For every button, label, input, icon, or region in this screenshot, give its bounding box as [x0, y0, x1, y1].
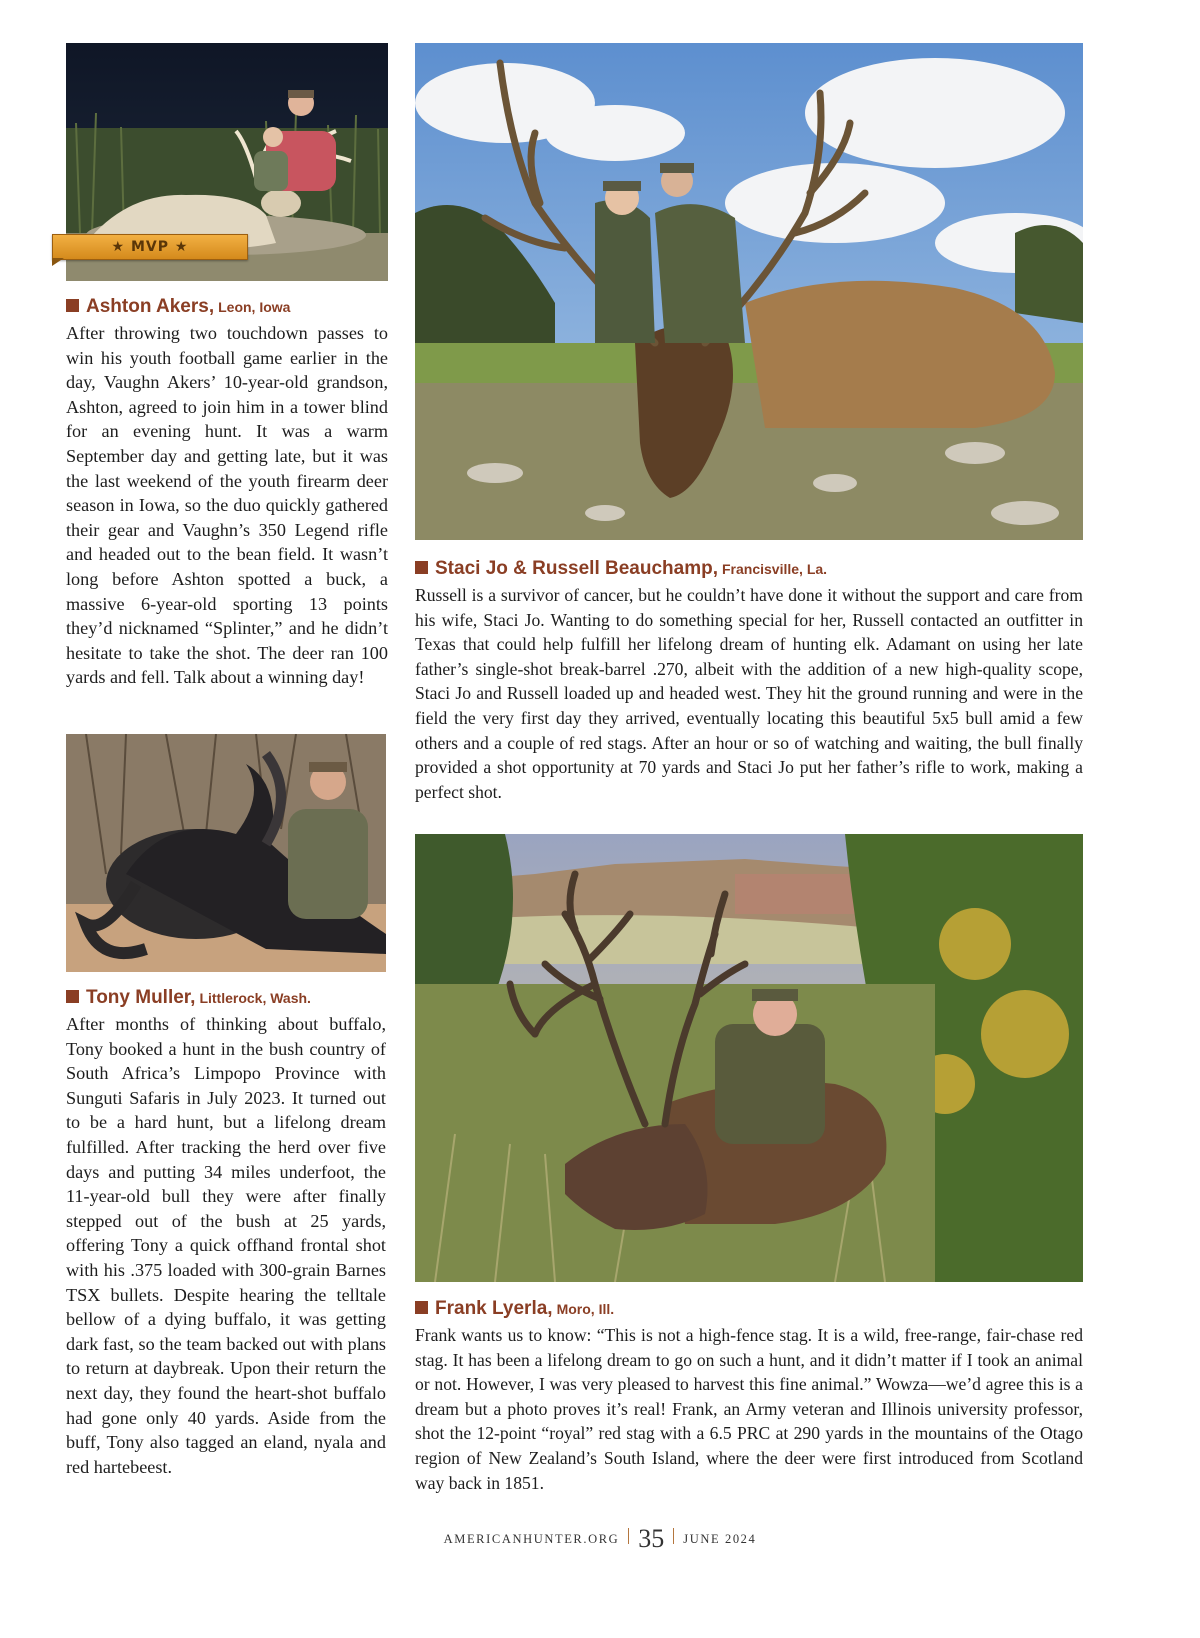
- caption-body: After months of thinking about buffalo, Tony booked a hunt in the bush country of South Africa’s Limpopo Province with Sunguti Safaris in July 2023. It turned out to be a hard hunt, but a lifelong dream fulfilled. After tracking the herd over five days and putting 34 miles underfoot, the 11-year-old bull they were after finally stepped out of the bush at 25 yards, offering Tony a quick offhand frontal shot with his .375 loaded with 300-grain Barnes TSX bullets. Despite hearing the telltale bellow of a dying buffalo, it was getting dark fast, so the team backed out with plans to return at daybreak. Upon their return the next day, they found the heart-shot buffalo had gone only 40 yards. Aside from the buff, Tony also tagged an eland, nyala and red hartebeest.: [66, 1014, 386, 1477]
- mvp-badge: [52, 234, 248, 260]
- bullet-square-icon: [66, 990, 79, 1003]
- page-number: 35: [638, 1524, 665, 1553]
- mvp-badge-label: MVP: [130, 239, 170, 255]
- caption-heading: [66, 985, 386, 1012]
- footer-divider: [673, 1528, 674, 1544]
- star-icon: ★: [174, 239, 189, 255]
- bullet-square-icon: [415, 561, 428, 574]
- hunter-name: Tony Muller,: [86, 987, 196, 1008]
- photo-beauchamp-elk: [415, 43, 1083, 540]
- caption-heading: [415, 1296, 1083, 1323]
- caption-heading: [66, 294, 388, 321]
- caption-beauchamp: [415, 556, 1083, 804]
- caption-body: Russell is a survivor of cancer, but he couldn’t have done it without the support and care from his wife, Staci Jo. Wanting to do something special for her, Russell contacted an outfitter in Texas that could help fulfill her lifelong dream of hunting elk. Adamant on using her late father’s single-shot break-barrel .270, albeit with the addition of a new high-quality scope, Staci Jo and Russell loaded up and headed west. They hit the ground running and were in the field the very first day they arrived, eventually locating this beautiful 5x5 bull amid a few others and a couple of red stags. After an hour or so of watching and waiting, the bull finally provided a shot opportunity at 70 yards and Staci Jo put her father’s rifle to work, making a perfect shot.: [415, 585, 1083, 802]
- footer-site: AMERICANHUNTER.ORG: [443, 1532, 620, 1546]
- photo-frank-lyerla-stag-art: [415, 834, 1083, 1282]
- caption-heading: [415, 556, 1083, 583]
- footer-issue: JUNE 2024: [683, 1532, 757, 1546]
- caption-body: Frank wants us to know: “This is not a high-fence stag. It is a wild, free-range, fair-chase red stag. It has been a lifelong dream to go on such a hunt, and it didn’t matter if I took an animal or not. However, I was very pleased to harvest this fine animal.” Wowza—we’d agree this is a dream but a photo proves it’s real! Frank, an Army veteran and Illinois university professor, shot the 12-point “royal” red stag with a 6.5 PRC at 290 yards in the mountains of the Otago region of New Zealand’s South Island, where the deer were first introduced from Scotland way back in 1851.: [415, 1325, 1083, 1493]
- caption-tony-muller: [66, 985, 386, 1479]
- hunter-name: Staci Jo & Russell Beauchamp,: [435, 558, 718, 579]
- mvp-badge-tab: [52, 258, 64, 266]
- hunter-location: Moro, Ill.: [556, 1301, 615, 1317]
- caption-body: After throwing two touchdown passes to win his youth football game earlier in the day, Vaughn Akers’ 10-year-old grandson, Ashton, agreed to join him in a tower blind for an evening hunt. It was a warm September day and getting late, but it was the last weekend of the youth firearm deer season in Iowa, so the duo quickly gathered their gear and Vaughn’s 350 Legend rifle and headed out to the bean field. It wasn’t long before Ashton spotted a buck, a massive 6-year-old sporting 13 points they’d nicknamed “Splinter,” and he didn’t hesitate to take the shot. The deer ran 100 yards and fell. Talk about a winning day!: [66, 323, 388, 688]
- hunter-location: Leon, Iowa: [218, 299, 291, 315]
- photo-tony-muller-buffalo-art: [66, 734, 386, 972]
- photo-beauchamp-elk-art: [415, 43, 1083, 540]
- hunter-location: Littlerock, Wash.: [199, 990, 311, 1006]
- footer-divider: [628, 1528, 629, 1544]
- hunter-name: Ashton Akers,: [86, 296, 215, 317]
- bullet-square-icon: [66, 299, 79, 312]
- hunter-location: Francisville, La.: [722, 561, 828, 577]
- photo-tony-muller-buffalo: [66, 734, 386, 972]
- caption-frank-lyerla: [415, 1296, 1083, 1495]
- bullet-square-icon: [415, 1301, 428, 1314]
- photo-frank-lyerla-stag: [415, 834, 1083, 1282]
- hunter-name: Frank Lyerla,: [435, 1298, 553, 1319]
- caption-ashton-akers: [66, 294, 388, 690]
- star-icon: ★: [111, 239, 126, 255]
- page-footer: [0, 1524, 1200, 1560]
